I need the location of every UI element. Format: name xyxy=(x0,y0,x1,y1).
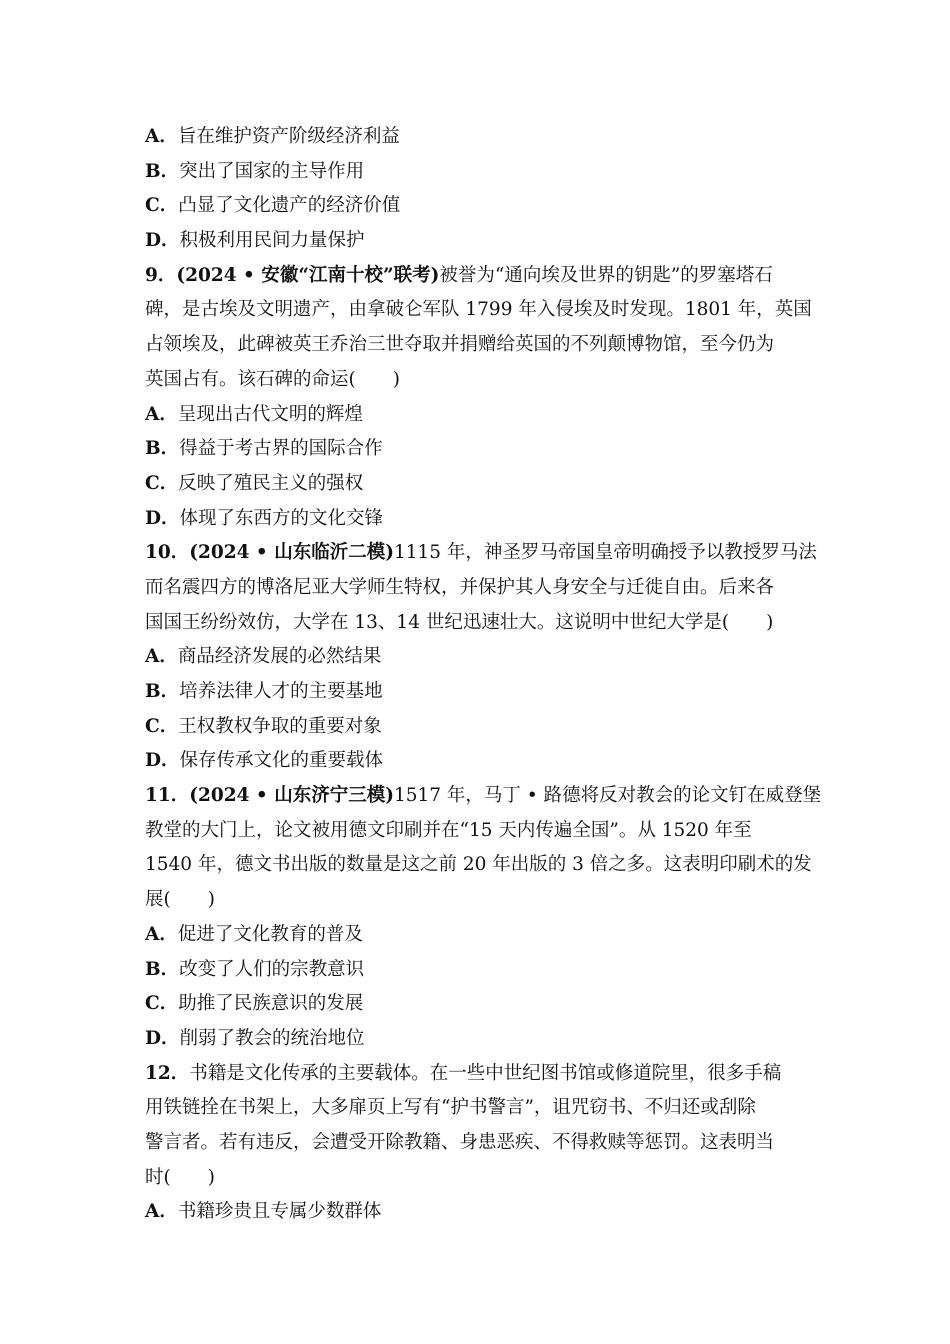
option-text: 积极利用民间力量保护 xyxy=(179,230,365,252)
option-d: D．保存传承文化的重要载体 xyxy=(145,750,384,772)
question-stem-line xyxy=(145,779,822,814)
question-number: 11． xyxy=(145,785,190,807)
option-c: C．凸显了文化遗产的经济价值 xyxy=(145,195,401,217)
option-d: D．削弱了教会的统治地位 xyxy=(145,1027,365,1049)
question-text: 1517 年，马丁 • 路德将反对教会的论文钉在威登堡 xyxy=(393,785,822,807)
option-c: C．助推了民族意识的发展 xyxy=(145,993,364,1015)
option-text: 改变了人们的宗教意识 xyxy=(179,958,365,980)
option-text: 助推了民族意识的发展 xyxy=(178,993,364,1015)
question-source: (2024 • 山东临沂二模) xyxy=(189,542,394,564)
question-number: 10． xyxy=(145,542,190,564)
question-stem-line: 用铁链拴在书架上，大多扉页上写有“护书警言”，诅咒窃书、不归还或刮除 xyxy=(145,1097,756,1119)
question-12 xyxy=(145,1057,807,1230)
question-9 xyxy=(145,259,812,537)
option-text: 王权教权争取的重要对象 xyxy=(178,715,382,737)
option-text: 促进了文化教育的普及 xyxy=(177,923,363,945)
option-text: 突出了国家的主导作用 xyxy=(179,160,365,182)
document-page xyxy=(145,120,822,1230)
option-text: 呈现出古代文明的辉煌 xyxy=(177,403,363,425)
option-b: B．培养法律人才的主要基地 xyxy=(145,681,383,702)
question-10 xyxy=(145,536,817,779)
question-stem-line: 英国占有。该石碑的命运( ) xyxy=(145,368,400,390)
question-11 xyxy=(145,779,822,1057)
question-text: 书籍是文化传承的主要载体。在一些中世纪图书馆或修道院里，很多手稿 xyxy=(189,1062,782,1084)
question-number: 12． xyxy=(145,1062,190,1084)
option-d: D．积极利用民间力量保护 xyxy=(145,230,365,252)
option-text: 书籍珍贵且专属少数群体 xyxy=(177,1201,382,1223)
option-b: B．突出了国家的主导作用 xyxy=(145,160,365,182)
question-stem-line: 而名震四方的博洛尼亚大学师生特权，并保护其人身安全与迁徙自由。后来各 xyxy=(145,576,775,598)
option-a: A．书籍珍贵且专属少数群体 xyxy=(145,1201,382,1223)
question-stem-line: 教堂的大门上，论文被用德文印刷并在“15 天内传遍全国”。从 1520 年至 xyxy=(145,819,752,841)
option-text: 反映了殖民主义的强权 xyxy=(178,472,364,494)
option-text: 培养法律人才的主要基地 xyxy=(179,681,383,702)
option-text: 得益于考古界的国际合作 xyxy=(179,438,383,460)
option-text: 商品经济发展的必然结果 xyxy=(177,646,382,668)
question-stem-line xyxy=(145,259,807,294)
question-source: (2024 • 山东济宁三模) xyxy=(189,785,394,807)
option-a: A．旨在维护资产阶级经济利益 xyxy=(145,126,400,147)
question-text: 1115 年，神圣罗马帝国皇帝明确授予以教授罗马法 xyxy=(393,542,817,564)
question-stem-line: 占领埃及，此碑被英王乔治三世夺取并捐赠给英国的不列颠博物馆，至今仍为 xyxy=(145,334,775,356)
option-b: B．改变了人们的宗教意识 xyxy=(145,958,365,980)
question-stem-line: 展( ) xyxy=(145,889,215,911)
question-stem-line xyxy=(145,536,817,571)
option-a: A．呈现出古代文明的辉煌 xyxy=(145,403,363,425)
question-stem-line xyxy=(145,1057,807,1092)
question-stem-line: 警言者。若有违反，会遭受开除教籍、身患恶疾、不得救赎等惩罚。这表明当 xyxy=(145,1131,775,1153)
question-stem-line: 1540 年，德文书出版的数量是这之前 20 年出版的 3 倍之多。这表明印刷术的发 xyxy=(145,854,812,876)
option-text: 体现了东西方的文化交锋 xyxy=(179,507,384,529)
option-text: 凸显了文化遗产的经济价值 xyxy=(178,195,401,217)
question-text: 被誉为“通向埃及世界的钥匙”的罗塞塔石 xyxy=(439,264,773,286)
option-a: A．促进了文化教育的普及 xyxy=(145,923,363,945)
option-a: A．商品经济发展的必然结果 xyxy=(145,646,382,668)
option-b: B．得益于考古界的国际合作 xyxy=(145,438,383,460)
question-stem-line: 时( ) xyxy=(145,1166,215,1188)
option-c: C．反映了殖民主义的强权 xyxy=(145,472,364,494)
option-text: 旨在维护资产阶级经济利益 xyxy=(177,126,400,147)
question-source: (2024 • 安徽“江南十校”联考) xyxy=(176,264,440,286)
question-stem-line: 碑，是古埃及文明遗产，由拿破仑军队 1799 年入侵埃及时发现。1801 年，英国 xyxy=(145,299,812,321)
option-text: 削弱了教会的统治地位 xyxy=(179,1027,365,1049)
question-stem-line: 国国王纷纷效仿，大学在 13、14 世纪迅速壮大。这说明中世纪大学是( ) xyxy=(145,611,774,633)
option-c: C．王权教权争取的重要对象 xyxy=(145,715,382,737)
option-d: D．体现了东西方的文化交锋 xyxy=(145,507,384,529)
option-text: 保存传承文化的重要载体 xyxy=(179,750,384,772)
question-number: 9． xyxy=(145,264,177,286)
